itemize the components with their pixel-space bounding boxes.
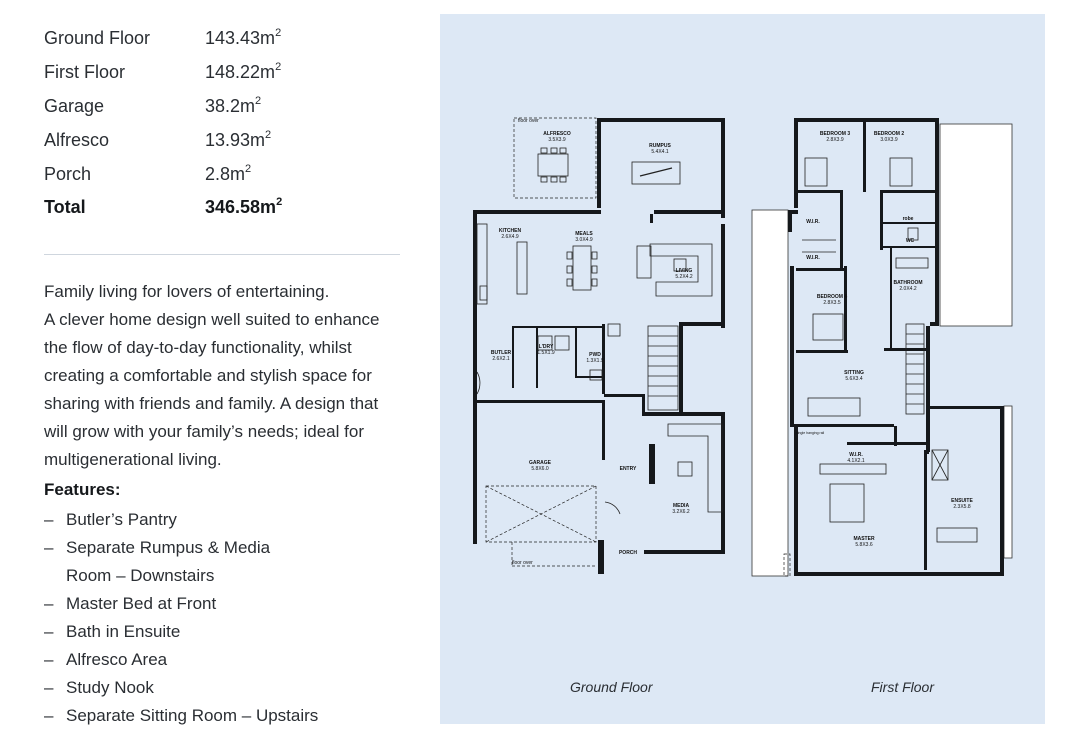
room-wir-master: W.I.R. xyxy=(849,452,863,458)
svg-text:3.0X4.9: 3.0X4.9 xyxy=(575,237,593,243)
area-value: $38.2m^2$ xyxy=(205,94,262,116)
room-pwd: PWD xyxy=(589,352,601,358)
svg-text:5.2X4.2: 5.2X4.2 xyxy=(675,274,693,280)
bed-bedroom4 xyxy=(813,314,843,340)
room-wir: W.I.R. xyxy=(806,219,820,225)
svg-text:2.6X4.9: 2.6X4.9 xyxy=(501,234,519,240)
room-bedroom2: BEDROOM 2 xyxy=(873,131,905,137)
area-schedule xyxy=(44,22,404,225)
area-label: Alfresco xyxy=(44,129,110,150)
kitchen-island xyxy=(517,242,527,294)
svg-text:2.8X3.9: 2.8X3.9 xyxy=(826,137,844,143)
ensuite-bath xyxy=(937,528,977,542)
svg-text:5.4X4.1: 5.4X4.1 xyxy=(651,149,669,155)
floor-over-note: floor over xyxy=(518,118,539,124)
feature-item: – Study Nook xyxy=(44,678,154,697)
description-line: the flow of day-to-day functionality, whilst xyxy=(44,338,352,357)
area-row-alfresco xyxy=(44,123,404,157)
room-butler: BUTLER xyxy=(490,350,512,356)
area-row-first-floor xyxy=(44,56,404,90)
room-living: LIVING xyxy=(675,268,693,274)
feature-item: – Alfresco Area xyxy=(44,650,168,669)
svg-text:3.2X6.2: 3.2X6.2 xyxy=(672,509,690,515)
description xyxy=(44,278,414,474)
description-line: will grow with your family’s needs; ideal for xyxy=(44,422,364,441)
media-sofa xyxy=(668,424,722,512)
area-label: First Floor xyxy=(44,62,125,83)
alfresco-table xyxy=(538,154,568,176)
svg-text:5.8X6.0: 5.8X6.0 xyxy=(531,466,549,472)
svg-text:5.8X3.6: 5.8X3.6 xyxy=(855,542,873,548)
ground-floor-plan xyxy=(473,118,725,574)
bed-bedroom3 xyxy=(805,158,827,186)
first-floor-plan xyxy=(752,118,1012,576)
area-value: $143.43m^2$ xyxy=(205,27,282,49)
section-divider xyxy=(44,254,400,255)
sitting-sofa xyxy=(808,398,860,416)
feature-item: – Butler’s Pantry xyxy=(44,510,177,529)
stairs-first xyxy=(906,324,924,414)
description-line: multigenerational living. xyxy=(44,450,222,469)
area-value: $148.22m^2$ xyxy=(205,61,282,83)
svg-text:1.5X1.9: 1.5X1.9 xyxy=(537,350,555,356)
stairs-ground xyxy=(648,326,678,410)
svg-text:3.0X3.9: 3.0X3.9 xyxy=(880,137,898,143)
room-rumpus: RUMPUS xyxy=(649,143,671,149)
svg-text:2.8X3.5: 2.8X3.5 xyxy=(823,300,841,306)
room-entry: ENTRY xyxy=(619,466,637,472)
room-sitting: SITTING xyxy=(844,370,864,376)
floor-plans-drawing xyxy=(440,14,1045,724)
room-alfresco: ALFRESCO xyxy=(543,131,571,137)
deck-top-right xyxy=(940,124,1012,326)
svg-text:2.0X4.2: 2.0X4.2 xyxy=(899,286,917,292)
room-porch: PORCH xyxy=(618,550,638,556)
svg-text:5.6X3.4: 5.6X3.4 xyxy=(845,376,863,382)
room-kitchen: KITCHEN xyxy=(498,228,522,234)
area-row-ground-floor xyxy=(44,22,404,56)
room-bedroom4: BEDROOM 4 xyxy=(816,294,848,300)
floor-over-note: floor over xyxy=(512,560,533,566)
bath xyxy=(896,258,928,268)
area-label: Total xyxy=(44,197,86,218)
meals-table xyxy=(573,246,591,290)
deck-left xyxy=(752,210,788,576)
area-row-garage xyxy=(44,90,404,124)
room-ensuite: ENSUITE xyxy=(951,498,973,504)
svg-text:1.3X1.9: 1.3X1.9 xyxy=(586,358,604,364)
alfresco-outline xyxy=(514,118,596,198)
svg-text:2.3X5.8: 2.3X5.8 xyxy=(953,504,971,510)
description-line: sharing with friends and family. A design that xyxy=(44,394,379,413)
pool-table xyxy=(632,162,680,184)
room-meals: MEALS xyxy=(575,231,593,237)
area-row-porch xyxy=(44,157,404,191)
area-value: $346.58m^2$ xyxy=(205,196,283,218)
svg-text:2.6X2.1: 2.6X2.1 xyxy=(492,356,510,362)
svg-text:3.5X3.9: 3.5X3.9 xyxy=(548,137,566,143)
area-label: Garage xyxy=(44,95,105,116)
area-label: Porch xyxy=(44,163,92,184)
caption-first-floor: First Floor xyxy=(871,679,934,695)
room-laundry: L'DRY xyxy=(538,344,554,350)
room-wir: W.I.R. xyxy=(806,255,820,261)
room-master: MASTER xyxy=(853,536,875,542)
floor-plan-panel xyxy=(440,14,1045,724)
description-line: Family living for lovers of entertaining. xyxy=(44,282,330,301)
svg-text:4.1X2.1: 4.1X2.1 xyxy=(847,458,865,464)
feature-item: – Master Bed at Front xyxy=(44,594,217,613)
hanging-rail-note: single hanging rail xyxy=(796,431,825,435)
area-value: $2.8m^2$ xyxy=(205,162,252,184)
description-line: creating a comfortable and stylish space for xyxy=(44,366,372,385)
bed-master xyxy=(830,484,864,522)
room-bedroom3: BEDROOM 3 xyxy=(819,131,851,137)
area-value: $13.93m^2$ xyxy=(205,128,272,150)
features-list xyxy=(44,506,414,730)
room-media: MEDIA xyxy=(672,503,690,509)
room-robe: robe xyxy=(902,216,914,222)
deck-bottom-right xyxy=(1004,406,1012,558)
features-heading: Features: xyxy=(44,480,121,499)
feature-item: – Separate Rumpus & Media Room – Downstairs xyxy=(44,538,271,585)
kitchen-bench xyxy=(477,224,487,304)
caption-ground-floor: Ground Floor xyxy=(570,679,653,695)
bed-bedroom2 xyxy=(890,158,912,186)
room-bathroom: BATHROOM xyxy=(893,280,923,286)
feature-item: – Separate Sitting Room – Upstairs xyxy=(44,706,319,725)
room-garage: GARAGE xyxy=(529,460,551,466)
area-label: Ground Floor xyxy=(44,28,151,49)
description-line: A clever home design well suited to enhance xyxy=(44,310,380,329)
area-row-total xyxy=(44,191,404,225)
feature-item: – Bath in Ensuite xyxy=(44,622,181,641)
room-wc: WC xyxy=(905,238,915,244)
